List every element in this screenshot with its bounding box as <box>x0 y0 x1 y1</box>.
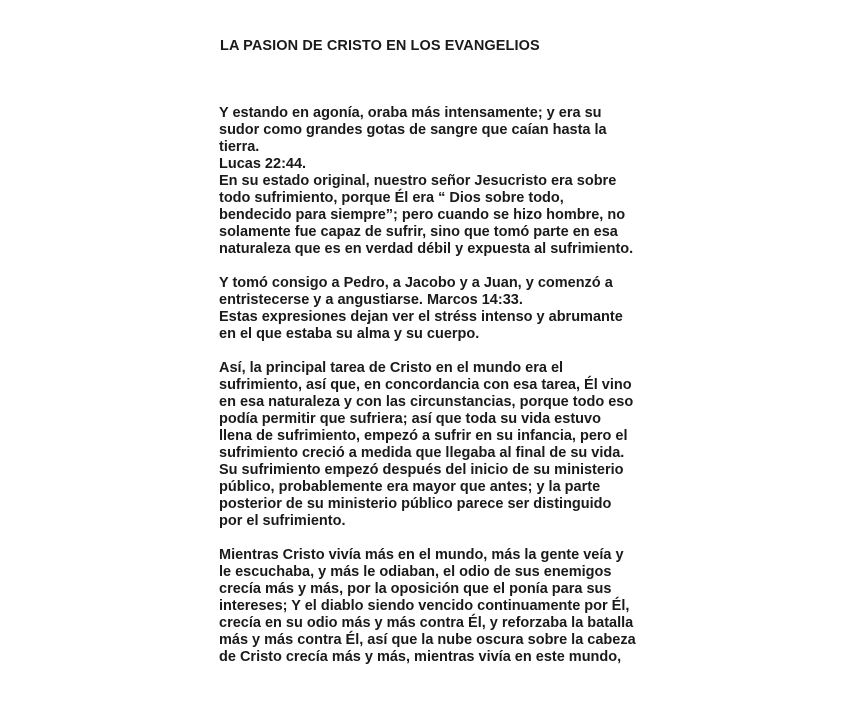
paragraph-line: Su sufrimiento empezó después del inicio de su ministerio <box>219 462 624 478</box>
paragraph-line: bendecido para siempre”; pero cuando se hizo hombre, no <box>219 207 626 223</box>
paragraph-line: posterior de su ministerio público parece ser distinguido <box>219 496 612 512</box>
paragraph-line: Lucas 22:44. <box>219 156 307 172</box>
paragraph <box>219 275 659 343</box>
paragraph-line: crecía en su odio más y más contra Él, y reforzaba la batalla <box>219 615 634 631</box>
paragraph-line: sudor como grandes gotas de sangre que caían hasta la <box>219 122 607 138</box>
paragraph-line: más y más contra Él, así que la nube oscura sobre la cabeza <box>219 632 636 648</box>
paragraph-line: en el que estaba su alma y su cuerpo. <box>219 326 480 342</box>
paragraph-line: público, probablemente era mayor que antes; y la parte <box>219 479 601 495</box>
paragraph-line: naturaleza que es en verdad débil y expuesta al sufrimiento. <box>219 241 634 257</box>
document-body <box>219 105 659 683</box>
paragraph-line: Y estando en agonía, oraba más intensamente; y era su <box>219 105 602 121</box>
paragraph-line: Estas expresiones dejan ver el stréss intenso y abrumante <box>219 309 623 325</box>
paragraph-line: de Cristo crecía más y más, mientras vivía en este mundo, <box>219 649 622 665</box>
paragraph <box>219 105 659 258</box>
paragraph <box>219 360 659 530</box>
paragraph-line: sufrimiento creció a medida que llegaba al final de su vida. <box>219 445 625 461</box>
paragraph-line: intereses; Y el diablo siendo vencido continuamente por Él, <box>219 598 630 614</box>
paragraph-line: todo sufrimiento, porque Él era “ Dios sobre todo, <box>219 190 564 206</box>
paragraph-line: Mientras Cristo vivía más en el mundo, más la gente veía y <box>219 547 624 563</box>
paragraph-line: Y tomó consigo a Pedro, a Jacobo y a Juan, y comenzó a <box>219 275 613 291</box>
paragraph-line: solamente fue capaz de sufrir, sino que tomó parte en esa <box>219 224 618 240</box>
paragraph-line: Así, la principal tarea de Cristo en el mundo era el <box>219 360 564 376</box>
document-title: LA PASION DE CRISTO EN LOS EVANGELIOS <box>220 38 540 54</box>
paragraph-line: En su estado original, nuestro señor Jesucristo era sobre <box>219 173 617 189</box>
paragraph <box>219 547 659 666</box>
paragraph-line: podía permitir que sufriera; así que toda su vida estuvo <box>219 411 601 427</box>
paragraph-line: en esa naturaleza y con las circunstancias, porque todo eso <box>219 394 634 410</box>
paragraph-line: sufrimiento, así que, en concordancia con esa tarea, Él vino <box>219 377 632 393</box>
paragraph-line: llena de sufrimiento, empezó a sufrir en su infancia, pero el <box>219 428 628 444</box>
paragraph-line: por el sufrimiento. <box>219 513 346 529</box>
paragraph-line: tierra. <box>219 139 260 155</box>
paragraph-line: entristecerse y a angustiarse. Marcos 14:33. <box>219 292 523 308</box>
paragraph-line: le escuchaba, y más le odiaban, el odio de sus enemigos <box>219 564 612 580</box>
paragraph-line: crecía más y más, por la oposición que el ponía para sus <box>219 581 612 597</box>
